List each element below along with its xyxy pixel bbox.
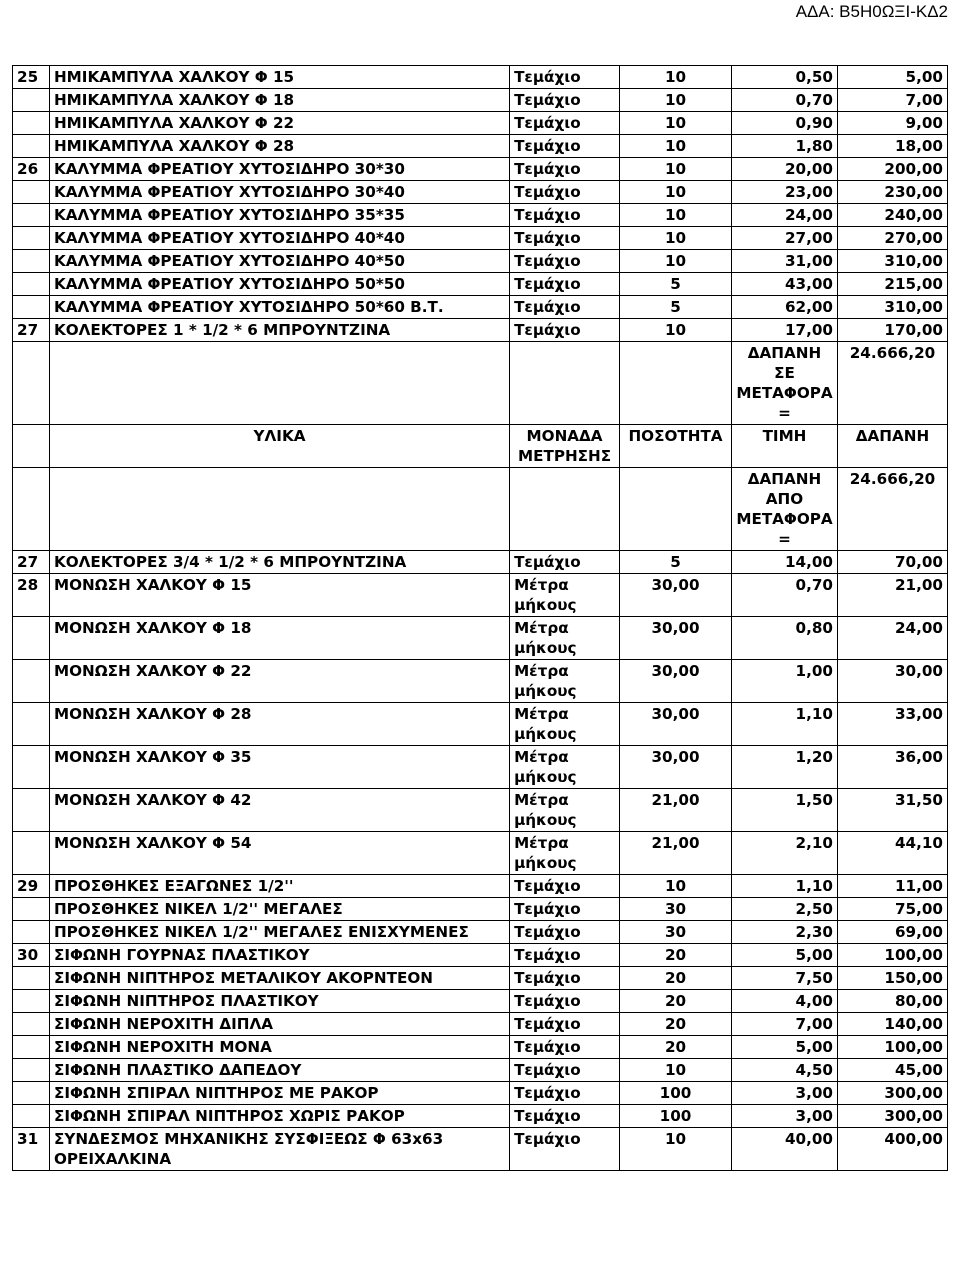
item-quantity: 21,00	[620, 832, 732, 875]
item-total: 300,00	[837, 1082, 947, 1105]
item-unit: Τεμάχιο	[510, 1036, 620, 1059]
item-number	[13, 898, 50, 921]
item-unit: Τεμάχιο	[510, 273, 620, 296]
item-description: ΣΙΦΩΝΗ ΝΙΠΤΗΡΟΣ ΜΕΤΑΛΙΚΟΥ ΑΚΟΡΝΤΕΟΝ	[49, 967, 509, 990]
item-total: 33,00	[837, 703, 947, 746]
item-price: 40,00	[732, 1128, 838, 1171]
table-row	[13, 1059, 948, 1082]
table-row	[13, 89, 948, 112]
column-header-unit: ΜΟΝΑΔΑ ΜΕΤΡΗΣΗΣ	[510, 425, 620, 468]
column-header-cost: ΔΑΠΑΝΗ	[837, 425, 947, 468]
item-quantity: 10	[620, 135, 732, 158]
item-unit: Μέτρα μήκους	[510, 746, 620, 789]
item-description: ΜΟΝΩΣΗ ΧΑΛΚΟΥ Φ 54	[49, 832, 509, 875]
item-description: ΣΙΦΩΝΗ ΠΛΑΣΤΙΚΟ ΔΑΠΕΔΟΥ	[49, 1059, 509, 1082]
table-row	[13, 1128, 948, 1171]
item-unit: Τεμάχιο	[510, 898, 620, 921]
item-unit: Τεμάχιο	[510, 181, 620, 204]
item-total: 31,50	[837, 789, 947, 832]
item-number: 30	[13, 944, 50, 967]
item-description: ΗΜΙΚΑΜΠΥΛΑ ΧΑΛΚΟΥ Φ 28	[49, 135, 509, 158]
item-price: 3,00	[732, 1105, 838, 1128]
item-total: 75,00	[837, 898, 947, 921]
column-header-row	[13, 425, 948, 468]
item-unit: Τεμάχιο	[510, 921, 620, 944]
item-number	[13, 990, 50, 1013]
item-unit: Τεμάχιο	[510, 944, 620, 967]
item-quantity: 5	[620, 551, 732, 574]
item-quantity: 100	[620, 1105, 732, 1128]
item-total: 270,00	[837, 227, 947, 250]
table-row	[13, 227, 948, 250]
table-row	[13, 875, 948, 898]
item-description: ΜΟΝΩΣΗ ΧΑΛΚΟΥ Φ 28	[49, 703, 509, 746]
item-total: 11,00	[837, 875, 947, 898]
item-number	[13, 703, 50, 746]
item-total: 36,00	[837, 746, 947, 789]
item-unit: Τεμάχιο	[510, 551, 620, 574]
item-quantity: 30,00	[620, 574, 732, 617]
item-unit: Τεμάχιο	[510, 990, 620, 1013]
item-unit: Τεμάχιο	[510, 1082, 620, 1105]
item-price: 0,50	[732, 66, 838, 89]
item-number	[13, 112, 50, 135]
item-quantity: 10	[620, 112, 732, 135]
item-total: 200,00	[837, 158, 947, 181]
item-quantity: 10	[620, 319, 732, 342]
item-total: 80,00	[837, 990, 947, 1013]
item-description: ΗΜΙΚΑΜΠΥΛΑ ΧΑΛΚΟΥ Φ 22	[49, 112, 509, 135]
item-quantity: 20	[620, 990, 732, 1013]
table-row	[13, 617, 948, 660]
item-price: 7,50	[732, 967, 838, 990]
item-total: 7,00	[837, 89, 947, 112]
item-total: 70,00	[837, 551, 947, 574]
item-unit: Τεμάχιο	[510, 1013, 620, 1036]
table-row	[13, 898, 948, 921]
table-row	[13, 660, 948, 703]
item-total: 100,00	[837, 944, 947, 967]
item-quantity: 10	[620, 89, 732, 112]
item-total: 5,00	[837, 66, 947, 89]
item-number	[13, 1036, 50, 1059]
item-unit: Τεμάχιο	[510, 204, 620, 227]
item-number	[13, 967, 50, 990]
item-number	[13, 296, 50, 319]
item-total: 240,00	[837, 204, 947, 227]
table-row	[13, 574, 948, 617]
item-unit: Μέτρα μήκους	[510, 574, 620, 617]
item-price: 3,00	[732, 1082, 838, 1105]
item-price: 0,80	[732, 617, 838, 660]
item-price: 5,00	[732, 1036, 838, 1059]
table-row	[13, 967, 948, 990]
item-unit: Τεμάχιο	[510, 158, 620, 181]
item-number	[13, 227, 50, 250]
item-unit: Τεμάχιο	[510, 89, 620, 112]
item-quantity: 10	[620, 181, 732, 204]
table-row	[13, 319, 948, 342]
item-number	[13, 1059, 50, 1082]
item-description: ΣΙΦΩΝΗ ΝΕΡΟΧΙΤΗ ΔΙΠΛΑ	[49, 1013, 509, 1036]
item-number	[13, 135, 50, 158]
item-unit: Τεμάχιο	[510, 319, 620, 342]
materials-table	[12, 65, 948, 1171]
transfer-from-value: 24.666,20	[837, 468, 947, 551]
table-row	[13, 921, 948, 944]
item-price: 2,30	[732, 921, 838, 944]
item-price: 2,50	[732, 898, 838, 921]
item-total: 100,00	[837, 1036, 947, 1059]
item-price: 62,00	[732, 296, 838, 319]
item-quantity: 10	[620, 66, 732, 89]
table-row	[13, 296, 948, 319]
item-number	[13, 273, 50, 296]
item-total: 9,00	[837, 112, 947, 135]
item-description: ΠΡΟΣΘΗΚΕΣ ΝΙΚΕΛ 1/2'' ΜΕΓΑΛΕΣ ΕΝΙΣΧΥΜΕΝΕΣ	[49, 921, 509, 944]
item-description: ΚΑΛΥΜΜΑ ΦΡΕΑΤΙΟΥ ΧΥΤΟΣΙΔΗΡΟ 40*50	[49, 250, 509, 273]
item-total: 215,00	[837, 273, 947, 296]
item-description: ΚΑΛΥΜΜΑ ΦΡΕΑΤΙΟΥ ΧΥΤΟΣΙΔΗΡΟ 35*35	[49, 204, 509, 227]
item-description: ΜΟΝΩΣΗ ΧΑΛΚΟΥ Φ 15	[49, 574, 509, 617]
item-description: ΚΑΛΥΜΜΑ ΦΡΕΑΤΙΟΥ ΧΥΤΟΣΙΔΗΡΟ 30*30	[49, 158, 509, 181]
item-price: 24,00	[732, 204, 838, 227]
item-unit: Τεμάχιο	[510, 1105, 620, 1128]
table-row	[13, 789, 948, 832]
item-total: 18,00	[837, 135, 947, 158]
item-number: 27	[13, 319, 50, 342]
item-unit: Τεμάχιο	[510, 227, 620, 250]
item-price: 4,50	[732, 1059, 838, 1082]
item-price: 17,00	[732, 319, 838, 342]
item-unit: Τεμάχιο	[510, 875, 620, 898]
item-description: ΣΙΦΩΝΗ ΣΠΙΡΑΛ ΝΙΠΤΗΡΟΣ ΧΩΡΙΣ ΡΑΚΟΡ	[49, 1105, 509, 1128]
item-number: 26	[13, 158, 50, 181]
item-number	[13, 1013, 50, 1036]
item-total: 21,00	[837, 574, 947, 617]
transfer-in-label: ΔΑΠΑΝΗ ΣΕ ΜΕΤΑΦΟΡΑ =	[732, 342, 838, 425]
table-row	[13, 944, 948, 967]
item-total: 30,00	[837, 660, 947, 703]
item-description: ΜΟΝΩΣΗ ΧΑΛΚΟΥ Φ 22	[49, 660, 509, 703]
item-description: ΚΑΛΥΜΜΑ ΦΡΕΑΤΙΟΥ ΧΥΤΟΣΙΔΗΡΟ 50*60 Β.Τ.	[49, 296, 509, 319]
item-total: 44,10	[837, 832, 947, 875]
item-description: ΣΙΦΩΝΗ ΓΟΥΡΝΑΣ ΠΛΑΣΤΙΚΟΥ	[49, 944, 509, 967]
item-quantity: 20	[620, 1036, 732, 1059]
table-row	[13, 204, 948, 227]
item-quantity: 10	[620, 1059, 732, 1082]
transfer-section	[13, 342, 948, 551]
item-price: 5,00	[732, 944, 838, 967]
item-description: ΣΙΦΩΝΗ ΣΠΙΡΑΛ ΝΙΠΤΗΡΟΣ ΜΕ ΡΑΚΟΡ	[49, 1082, 509, 1105]
table-row	[13, 1082, 948, 1105]
item-description: ΣΙΦΩΝΗ ΝΕΡΟΧΙΤΗ ΜΟΝΑ	[49, 1036, 509, 1059]
item-price: 23,00	[732, 181, 838, 204]
transfer-in-row	[13, 342, 948, 425]
item-quantity: 30	[620, 921, 732, 944]
item-total: 230,00	[837, 181, 947, 204]
item-unit: Μέτρα μήκους	[510, 617, 620, 660]
item-description: ΜΟΝΩΣΗ ΧΑΛΚΟΥ Φ 18	[49, 617, 509, 660]
item-unit: Τεμάχιο	[510, 1059, 620, 1082]
item-number: 29	[13, 875, 50, 898]
item-number: 25	[13, 66, 50, 89]
table-row	[13, 66, 948, 89]
item-number	[13, 250, 50, 273]
table-section-top	[13, 66, 948, 342]
table-row	[13, 158, 948, 181]
item-number	[13, 1105, 50, 1128]
item-total: 45,00	[837, 1059, 947, 1082]
table-row	[13, 135, 948, 158]
item-quantity: 20	[620, 1013, 732, 1036]
item-quantity: 30,00	[620, 703, 732, 746]
item-number	[13, 617, 50, 660]
item-number: 27	[13, 551, 50, 574]
table-row	[13, 990, 948, 1013]
item-total: 69,00	[837, 921, 947, 944]
item-unit: Τεμάχιο	[510, 1128, 620, 1171]
transfer-in-value: 24.666,20	[837, 342, 947, 425]
item-description: ΜΟΝΩΣΗ ΧΑΛΚΟΥ Φ 42	[49, 789, 509, 832]
item-description: ΣΙΦΩΝΗ ΝΙΠΤΗΡΟΣ ΠΛΑΣΤΙΚΟΥ	[49, 990, 509, 1013]
table-row	[13, 112, 948, 135]
item-unit: Μέτρα μήκους	[510, 832, 620, 875]
table-row	[13, 1013, 948, 1036]
item-quantity: 20	[620, 967, 732, 990]
item-quantity: 30	[620, 898, 732, 921]
item-unit: Τεμάχιο	[510, 296, 620, 319]
item-quantity: 10	[620, 875, 732, 898]
item-number: 31	[13, 1128, 50, 1171]
item-price: 20,00	[732, 158, 838, 181]
table-row	[13, 551, 948, 574]
item-description: ΚΟΛΕΚΤΟΡΕΣ 3/4 * 1/2 * 6 ΜΠΡΟΥΝΤΖΙΝΑ	[49, 551, 509, 574]
item-total: 170,00	[837, 319, 947, 342]
item-number: 28	[13, 574, 50, 617]
item-quantity: 20	[620, 944, 732, 967]
item-number	[13, 746, 50, 789]
document-id: ΑΔΑ: Β5Η0ΩΞΙ-ΚΔ2	[795, 2, 948, 21]
item-quantity: 10	[620, 227, 732, 250]
item-price: 43,00	[732, 273, 838, 296]
item-total: 310,00	[837, 250, 947, 273]
item-total: 150,00	[837, 967, 947, 990]
item-number	[13, 660, 50, 703]
table-row	[13, 181, 948, 204]
table-row	[13, 832, 948, 875]
item-description: ΗΜΙΚΑΜΠΥΛΑ ΧΑΛΚΟΥ Φ 15	[49, 66, 509, 89]
transfer-from-row	[13, 468, 948, 551]
item-price: 1,10	[732, 875, 838, 898]
item-price: 4,00	[732, 990, 838, 1013]
item-description: ΚΑΛΥΜΜΑ ΦΡΕΑΤΙΟΥ ΧΥΤΟΣΙΔΗΡΟ 30*40	[49, 181, 509, 204]
item-quantity: 21,00	[620, 789, 732, 832]
item-number	[13, 789, 50, 832]
item-price: 27,00	[732, 227, 838, 250]
item-description: ΗΜΙΚΑΜΠΥΛΑ ΧΑΛΚΟΥ Φ 18	[49, 89, 509, 112]
item-description: ΠΡΟΣΘΗΚΕΣ ΝΙΚΕΛ 1/2'' ΜΕΓΑΛΕΣ	[49, 898, 509, 921]
item-quantity: 5	[620, 296, 732, 319]
item-price: 0,70	[732, 574, 838, 617]
item-quantity: 30,00	[620, 746, 732, 789]
column-header-qty: ΠΟΣΟΤΗΤΑ	[620, 425, 732, 468]
item-price: 31,00	[732, 250, 838, 273]
item-price: 0,90	[732, 112, 838, 135]
item-price: 14,00	[732, 551, 838, 574]
item-quantity: 30,00	[620, 617, 732, 660]
item-quantity: 30,00	[620, 660, 732, 703]
item-price: 1,00	[732, 660, 838, 703]
item-quantity: 100	[620, 1082, 732, 1105]
table-row	[13, 703, 948, 746]
item-unit: Τεμάχιο	[510, 135, 620, 158]
item-description: ΣΥΝΔΕΣΜΟΣ ΜΗΧΑΝΙΚΗΣ ΣΥΣΦΙΞΕΩΣ Φ 63x63 ΟΡΕΙΧΑΛΚΙΝΑ	[49, 1128, 509, 1171]
item-unit: Τεμάχιο	[510, 112, 620, 135]
item-total: 300,00	[837, 1105, 947, 1128]
table-row	[13, 250, 948, 273]
item-unit: Τεμάχιο	[510, 967, 620, 990]
item-number	[13, 1082, 50, 1105]
item-quantity: 10	[620, 1128, 732, 1171]
item-unit: Μέτρα μήκους	[510, 789, 620, 832]
item-price: 1,50	[732, 789, 838, 832]
transfer-from-label: ΔΑΠΑΝΗ ΑΠΟ ΜΕΤΑΦΟΡΑ =	[732, 468, 838, 551]
item-unit: Τεμάχιο	[510, 66, 620, 89]
item-price: 2,10	[732, 832, 838, 875]
item-quantity: 5	[620, 273, 732, 296]
item-quantity: 10	[620, 204, 732, 227]
item-price: 1,80	[732, 135, 838, 158]
item-number	[13, 832, 50, 875]
item-quantity: 10	[620, 250, 732, 273]
item-price: 1,20	[732, 746, 838, 789]
item-total: 140,00	[837, 1013, 947, 1036]
item-total: 310,00	[837, 296, 947, 319]
item-number	[13, 89, 50, 112]
item-unit: Μέτρα μήκους	[510, 660, 620, 703]
item-quantity: 10	[620, 158, 732, 181]
item-number	[13, 181, 50, 204]
item-price: 7,00	[732, 1013, 838, 1036]
item-total: 24,00	[837, 617, 947, 660]
table-row	[13, 1036, 948, 1059]
item-description: ΚΑΛΥΜΜΑ ΦΡΕΑΤΙΟΥ ΧΥΤΟΣΙΔΗΡΟ 40*40	[49, 227, 509, 250]
item-number	[13, 921, 50, 944]
table-section-bottom	[13, 551, 948, 1171]
item-description: ΠΡΟΣΘΗΚΕΣ ΕΞΑΓΩΝΕΣ 1/2''	[49, 875, 509, 898]
item-total: 400,00	[837, 1128, 947, 1171]
item-description: ΚΟΛΕΚΤΟΡΕΣ 1 * 1/2 * 6 ΜΠΡΟΥΝΤΖΙΝΑ	[49, 319, 509, 342]
table-row	[13, 273, 948, 296]
item-description: ΜΟΝΩΣΗ ΧΑΛΚΟΥ Φ 35	[49, 746, 509, 789]
table-row	[13, 1105, 948, 1128]
item-unit: Μέτρα μήκους	[510, 703, 620, 746]
item-description: ΚΑΛΥΜΜΑ ΦΡΕΑΤΙΟΥ ΧΥΤΟΣΙΔΗΡΟ 50*50	[49, 273, 509, 296]
table-row	[13, 746, 948, 789]
item-number	[13, 204, 50, 227]
item-price: 0,70	[732, 89, 838, 112]
item-unit: Τεμάχιο	[510, 250, 620, 273]
item-price: 1,10	[732, 703, 838, 746]
column-header-materials: ΥΛΙΚΑ	[49, 425, 509, 468]
column-header-price: ΤΙΜΗ	[732, 425, 838, 468]
